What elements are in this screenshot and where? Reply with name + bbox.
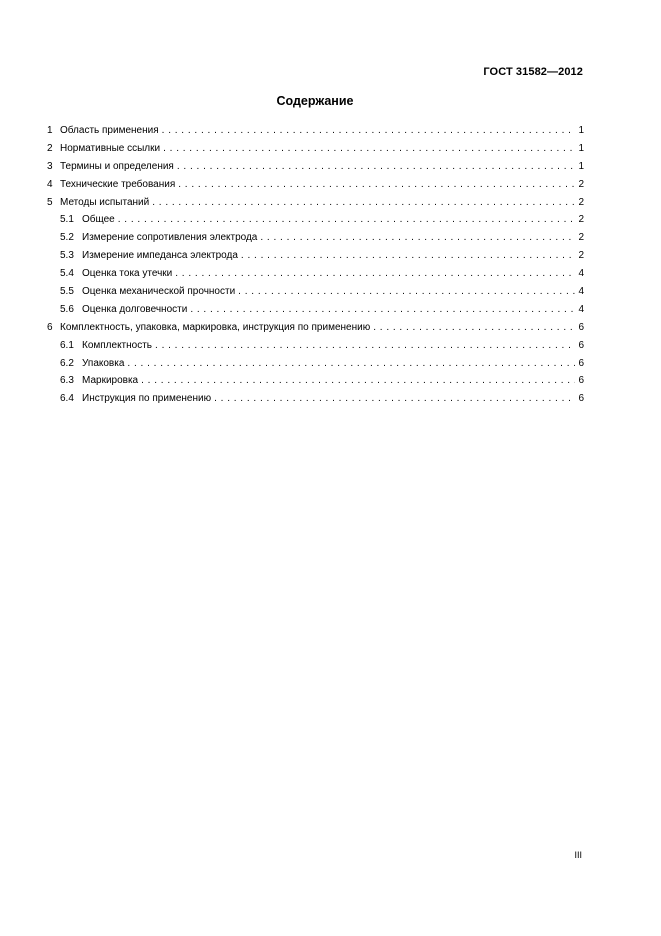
toc-dot-leader xyxy=(127,355,575,373)
toc-dot-leader xyxy=(177,158,575,176)
toc-entry-title: Комплектность, упаковка, маркировка, инструкция по применению xyxy=(60,321,371,333)
toc-entry-title: Нормативные ссылки xyxy=(60,142,161,154)
toc-entry-title: Общее xyxy=(82,214,115,226)
toc-entry-title: Маркировка xyxy=(82,375,139,387)
toc-entry-number: 5.5 xyxy=(60,286,74,298)
page-number: III xyxy=(574,850,582,860)
toc-entry-page: 1 xyxy=(578,160,584,172)
toc-entry[interactable] xyxy=(47,355,584,373)
toc-entry-title: Методы испытаний xyxy=(60,196,150,208)
toc-entry-page: 4 xyxy=(578,286,584,298)
toc-entry-title: Инструкция по применению xyxy=(82,393,212,405)
toc-entry-page: 2 xyxy=(578,214,584,226)
toc-dot-leader xyxy=(178,176,575,194)
toc-entry-number: 3 xyxy=(47,160,53,172)
toc-entry[interactable] xyxy=(47,390,584,408)
toc-entry[interactable] xyxy=(47,211,584,229)
toc-dot-leader xyxy=(373,319,575,337)
toc-entry[interactable] xyxy=(47,283,584,301)
toc-entry-page: 6 xyxy=(578,321,584,333)
toc-entry-number: 5.1 xyxy=(60,214,74,226)
toc-entry-title: Область применения xyxy=(60,125,159,136)
toc-dot-leader xyxy=(214,390,575,408)
document-code: ГОСТ 31582—2012 xyxy=(483,66,583,78)
toc-entry-number: 6.3 xyxy=(60,375,74,387)
toc-entry-number: 6.4 xyxy=(60,393,74,405)
toc-entry-page: 2 xyxy=(578,196,584,208)
toc-entry-title: Упаковка xyxy=(82,357,125,369)
toc-entry[interactable] xyxy=(47,372,584,390)
toc-entry-number: 6.1 xyxy=(60,339,74,351)
toc-entry[interactable] xyxy=(47,229,584,247)
toc-entry[interactable] xyxy=(47,319,584,337)
toc-dot-leader xyxy=(238,283,575,301)
toc-entry[interactable] xyxy=(47,301,584,319)
toc-entry-page: 1 xyxy=(578,125,584,136)
toc-dot-leader xyxy=(190,301,575,319)
toc-entry[interactable] xyxy=(47,176,584,194)
toc-entry-number: 6 xyxy=(47,321,53,333)
toc-entry-page: 2 xyxy=(578,250,584,262)
toc-entry[interactable] xyxy=(47,140,584,158)
toc-dot-leader xyxy=(162,122,575,140)
toc-entry-page: 4 xyxy=(578,268,584,280)
toc-entry-number: 5.6 xyxy=(60,303,74,315)
toc-dot-leader xyxy=(175,265,575,283)
toc-entry-page: 4 xyxy=(578,303,584,315)
toc-dot-leader xyxy=(241,247,575,265)
toc-entry-number: 6.2 xyxy=(60,357,74,369)
toc-entry-page: 6 xyxy=(578,339,584,351)
toc-entry-page: 2 xyxy=(578,232,584,244)
toc-entry-title: Оценка тока утечки xyxy=(82,268,173,280)
toc-entry[interactable] xyxy=(47,247,584,265)
toc-dot-leader xyxy=(118,211,575,229)
toc-entry-title: Оценка механической прочности xyxy=(82,286,236,298)
toc-entry-page: 6 xyxy=(578,375,584,387)
toc-entry-title: Измерение импеданса электрода xyxy=(82,250,238,262)
toc-title: Содержание xyxy=(276,94,354,108)
toc-entry-number: 4 xyxy=(47,178,53,190)
toc-entry-number: 5.4 xyxy=(60,268,74,280)
toc-dot-leader xyxy=(163,140,575,158)
toc-entry-title: Оценка долговечности xyxy=(82,303,188,315)
toc-entry-title: Комплектность xyxy=(82,339,153,351)
toc-entry-page: 6 xyxy=(578,357,584,369)
toc-entry[interactable] xyxy=(47,194,584,212)
table-of-contents xyxy=(47,122,584,408)
toc-dot-leader xyxy=(260,229,575,247)
toc-entry-page: 6 xyxy=(578,393,584,405)
toc-entry-number: 5.3 xyxy=(60,250,74,262)
toc-entry-number: 1 xyxy=(47,125,53,136)
toc-entry-title: Технические требования xyxy=(60,178,176,190)
toc-dot-leader xyxy=(152,194,575,212)
toc-dot-leader xyxy=(155,337,575,355)
toc-entry[interactable] xyxy=(47,265,584,283)
toc-entry[interactable] xyxy=(47,158,584,176)
toc-entry-number: 5 xyxy=(47,196,53,208)
toc-entry[interactable] xyxy=(47,122,584,140)
toc-entry-number: 2 xyxy=(47,142,53,154)
toc-entry-page: 1 xyxy=(578,142,584,154)
toc-entry-number: 5.2 xyxy=(60,232,74,244)
toc-entry-page: 2 xyxy=(578,178,584,190)
toc-entry[interactable] xyxy=(47,337,584,355)
toc-entry-title: Измерение сопротивления электрода xyxy=(82,232,258,244)
toc-dot-leader xyxy=(141,372,575,390)
toc-entry-title: Термины и определения xyxy=(60,160,174,172)
